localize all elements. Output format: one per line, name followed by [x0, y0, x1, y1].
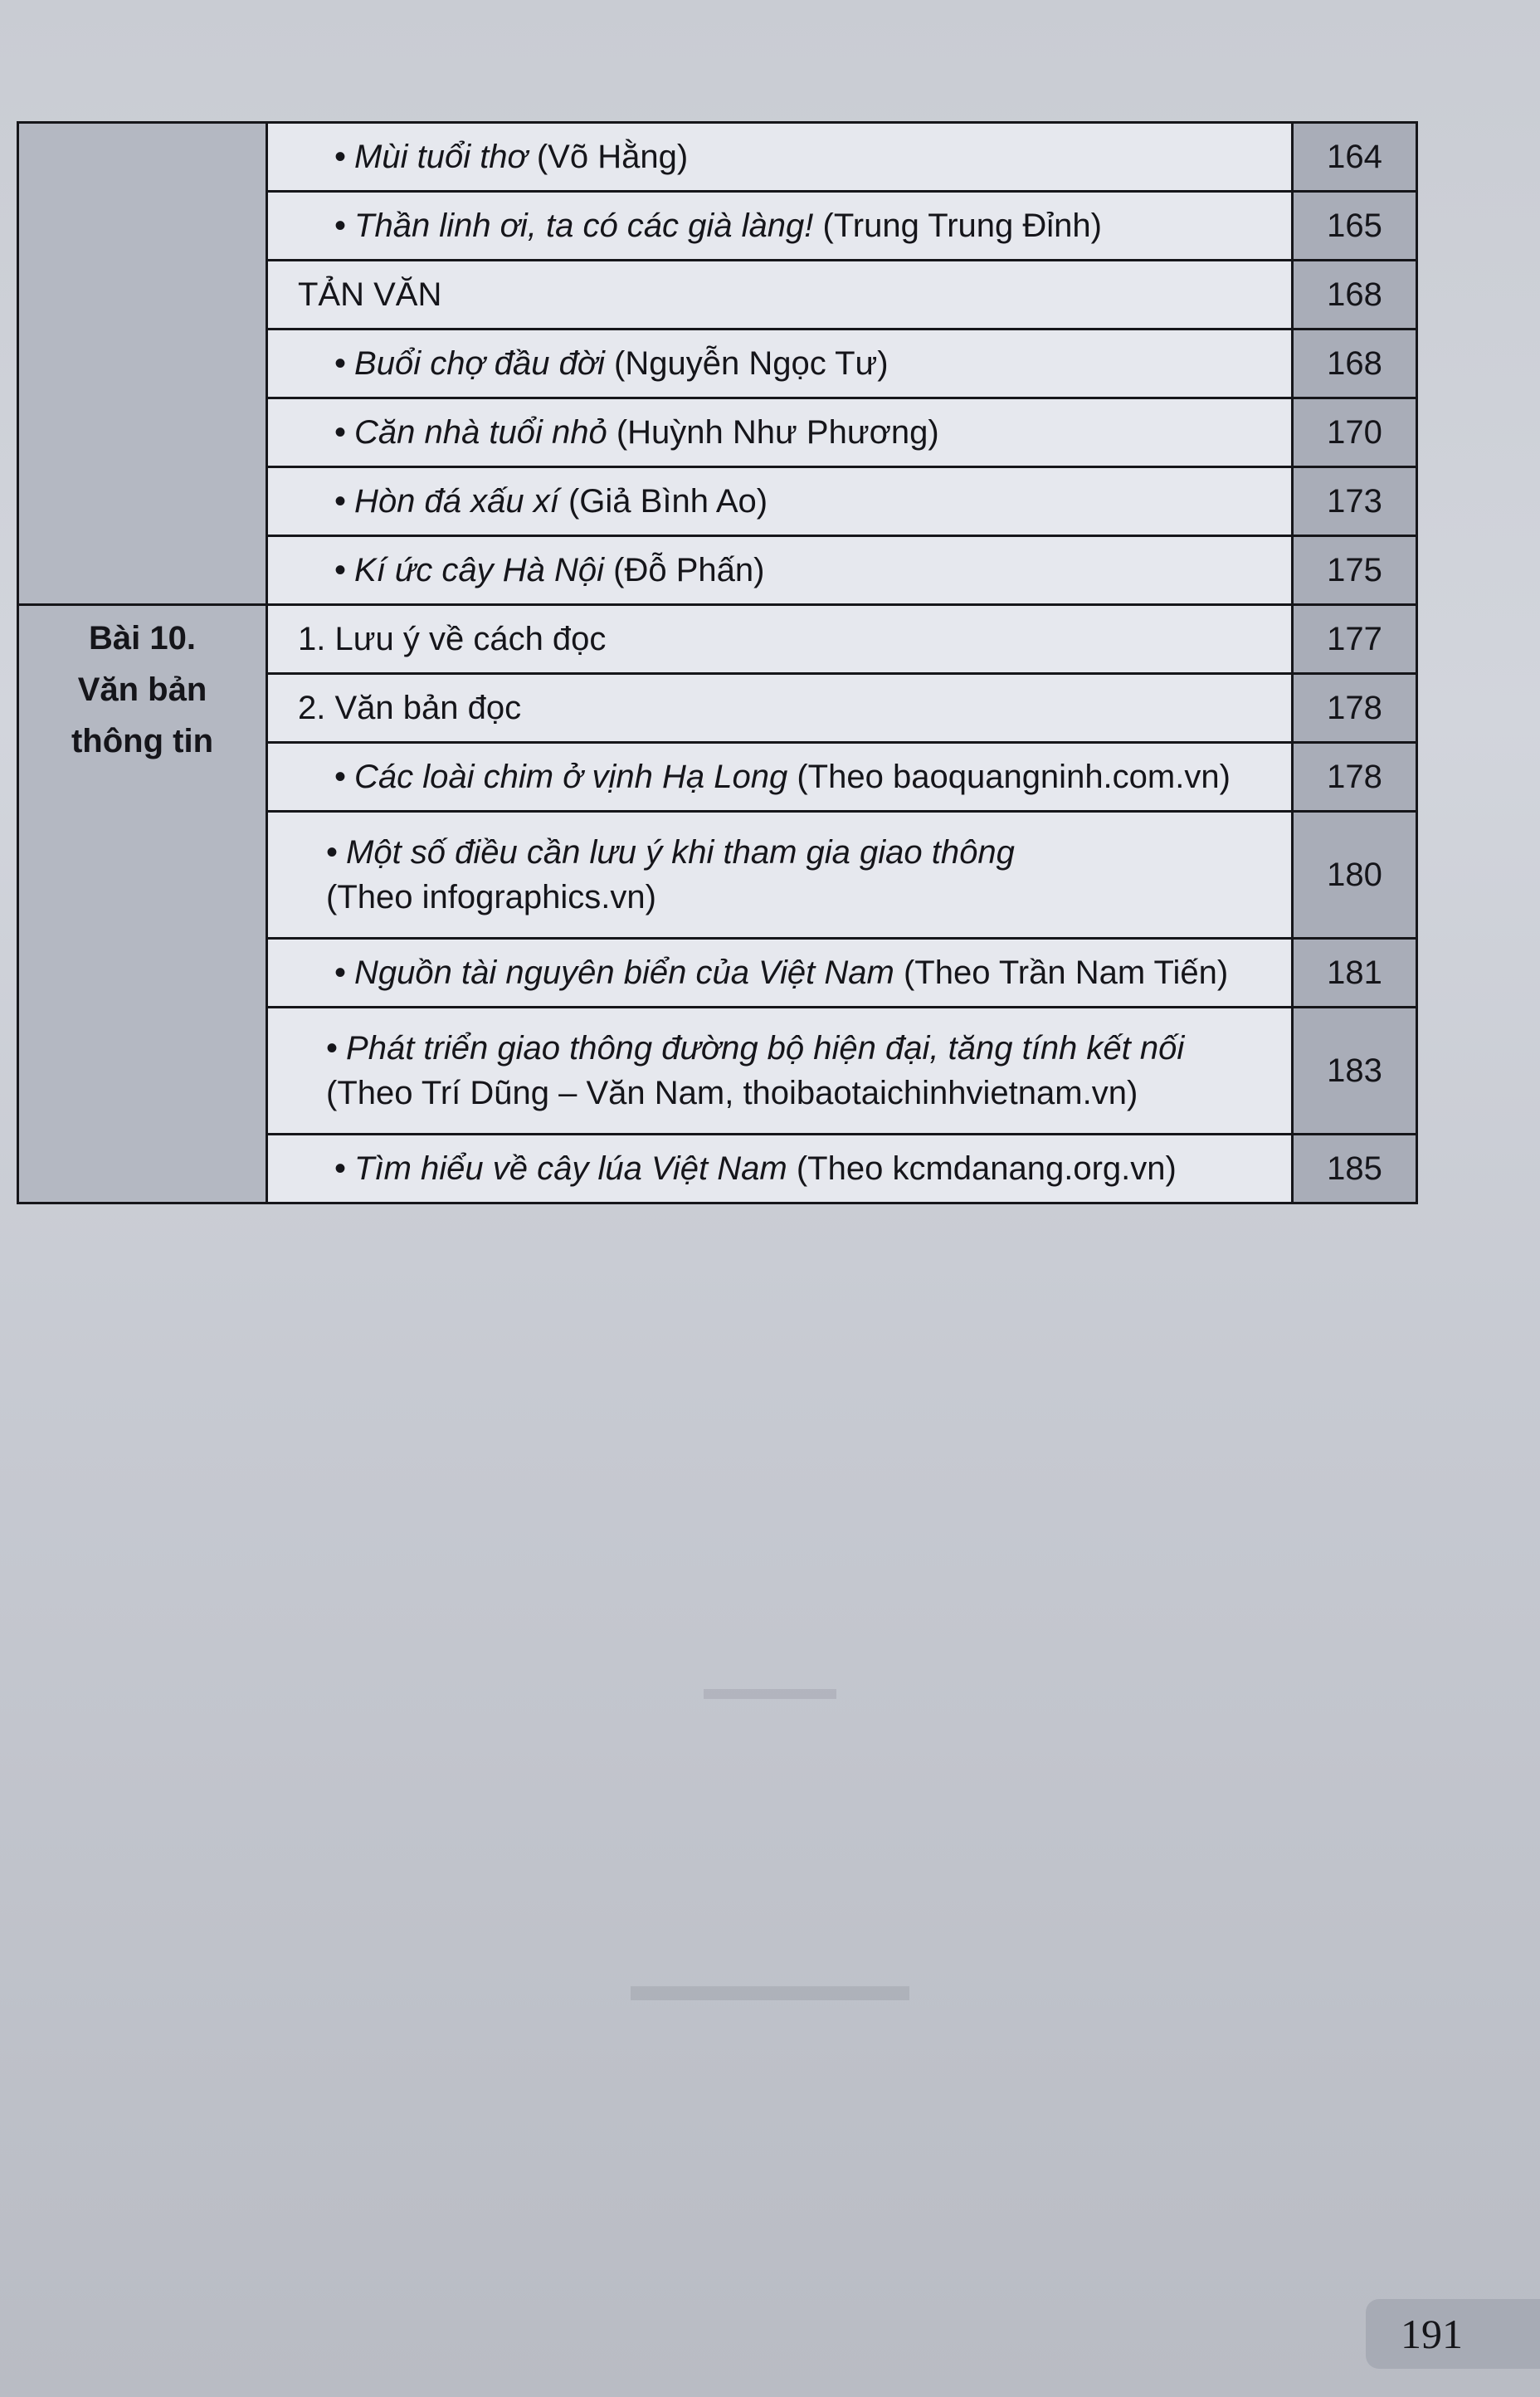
toc-page-number: 164 — [1293, 123, 1417, 192]
toc-page-number: 170 — [1293, 398, 1417, 467]
toc-page-number: 175 — [1293, 536, 1417, 605]
toc-entry — [267, 1135, 1293, 1203]
toc-entry — [267, 743, 1293, 812]
toc-entry — [267, 398, 1293, 467]
entry-author: (Theo infographics.vn) — [326, 879, 656, 915]
entry-author: (Theo Trần Nam Tiến) — [903, 954, 1229, 991]
lesson-cell-continued — [18, 123, 267, 605]
toc-section-title: 1. Lưu ý về cách đọc — [267, 605, 1293, 674]
toc-entry — [267, 192, 1293, 261]
toc-page-number: 185 — [1293, 1135, 1417, 1203]
entry-author: (Theo kcmdanang.org.vn) — [796, 1150, 1177, 1187]
toc-entry — [267, 812, 1293, 939]
entry-title: Buổi chợ đầu đời — [354, 344, 605, 382]
toc-section-title: 2. Văn bản đọc — [267, 674, 1293, 743]
bullet-icon: • — [334, 1150, 347, 1187]
bullet-icon: • — [334, 344, 347, 382]
entry-title: Căn nhà tuổi nhỏ — [354, 413, 607, 451]
bullet-icon: • — [334, 207, 347, 244]
entry-author: (Nguyễn Ngọc Tư) — [614, 344, 889, 382]
toc-page-number: 165 — [1293, 192, 1417, 261]
toc-entry — [267, 536, 1293, 605]
bullet-icon: • — [334, 482, 347, 520]
toc-entry — [267, 123, 1293, 192]
show-through-imprint: ▬▬▬▬ ▬▬▬▬▬▬ — [631, 1669, 909, 2011]
bullet-icon: • — [334, 138, 347, 175]
toc-page-number: 183 — [1293, 1008, 1417, 1135]
entry-title: Mùi tuổi thơ — [354, 138, 528, 175]
entry-title: Phát triển giao thông đường bộ hiện đại, tăng tính kết nối — [346, 1030, 1185, 1067]
page-number: 191 — [1366, 2299, 1540, 2369]
bullet-icon: • — [334, 413, 347, 451]
entry-author: (Đỗ Phấn) — [613, 551, 765, 588]
toc-page-number: 168 — [1293, 261, 1417, 330]
toc-page-number: 180 — [1293, 812, 1417, 939]
entry-author: (Trung Trung Đỉnh) — [822, 207, 1102, 244]
lesson-label: Bài 10. — [89, 620, 196, 657]
entry-author: (Huỳnh Như Phương) — [616, 413, 939, 451]
entry-title: Các loài chim ở vịnh Hạ Long — [354, 758, 788, 795]
bullet-icon: • — [326, 834, 339, 871]
toc-entry — [267, 939, 1293, 1008]
toc-page-number: 178 — [1293, 743, 1417, 812]
table-row — [18, 605, 1417, 674]
bullet-icon: • — [334, 551, 347, 588]
entry-title: Tìm hiểu về cây lúa Việt Nam — [354, 1150, 787, 1187]
toc-section-title: TẢN VĂN — [267, 261, 1293, 330]
toc-page-number: 177 — [1293, 605, 1417, 674]
entry-author: (Theo baoquangninh.com.vn) — [797, 758, 1231, 795]
entry-author: (Giả Bình Ao) — [568, 482, 768, 520]
entry-author: (Theo Trí Dũng – Văn Nam, thoibaotaichinhvietnam.vn) — [326, 1075, 1138, 1111]
table-of-contents — [17, 121, 1418, 1204]
bullet-icon: • — [326, 1030, 339, 1067]
entry-title: Nguồn tài nguyên biển của Việt Nam — [354, 954, 894, 991]
toc-entry — [267, 330, 1293, 398]
entry-author: (Võ Hằng) — [536, 138, 689, 175]
lesson-title-line1: Văn bản — [77, 671, 207, 708]
bullet-icon: • — [334, 758, 347, 795]
toc-entry — [267, 1008, 1293, 1135]
toc-page-number: 168 — [1293, 330, 1417, 398]
entry-title: Một số điều cần lưu ý khi tham gia giao thông — [346, 834, 1015, 871]
lesson-title-line2: thông tin — [71, 723, 214, 759]
toc-entry — [267, 467, 1293, 536]
bullet-icon: • — [334, 954, 347, 991]
entry-title: Thần linh ơi, ta có các già làng! — [354, 207, 814, 244]
lesson-10-cell — [18, 605, 267, 1203]
toc-page-number: 173 — [1293, 467, 1417, 536]
table-row — [18, 123, 1417, 192]
toc-page-number: 181 — [1293, 939, 1417, 1008]
entry-title: Hòn đá xấu xí — [354, 482, 559, 520]
toc-page-number: 178 — [1293, 674, 1417, 743]
entry-title: Kí ức cây Hà Nội — [354, 551, 605, 588]
